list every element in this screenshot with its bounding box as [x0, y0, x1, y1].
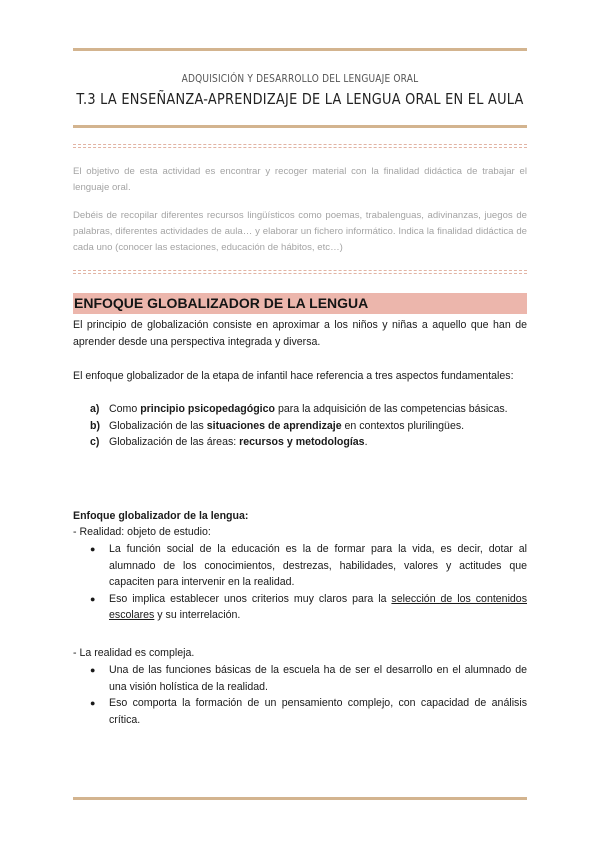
aspects-list [73, 401, 527, 451]
intro-paragraph-2: Debéis de recopilar diferentes recursos lingüísticos como poemas, trabalenguas, adivinanzas, juegos de palabras, diferentes actividades de aula… y elaborar un fichero informático. Indica la finalidad didáctica de cada uno (conocer las estaciones, educación de hábitos, etc…) [73, 210, 527, 253]
bold-term: principio psicopedagógico [140, 403, 275, 415]
list-item: ● Eso implica establecer unos criterios muy claros para la selección de los contenidos escolares y su interrelación. [90, 592, 527, 621]
top-rule [73, 48, 527, 51]
list-item: c) Globalización de las áreas: recursos y metodologías. [73, 434, 527, 451]
bold-term: recursos y metodologías [239, 436, 365, 448]
intro-top-divider [73, 144, 527, 145]
section-heading-text: ENFOQUE GLOBALIZADOR DE LA LENGUA [74, 295, 369, 311]
section-heading [73, 293, 527, 314]
reality-bullets [73, 541, 527, 624]
complexity-label: - La realidad es compleja. [73, 647, 195, 659]
list-item: a) Como principio psicopedagógico para la adquisición de las competencias básicas. [73, 401, 527, 418]
approach-paragraph: El enfoque globalizador de la etapa de infantil hace referencia a tres aspectos fundamentales: [73, 370, 514, 382]
item-label: b) [90, 419, 100, 432]
subheading: Enfoque globalizador de la lengua: [73, 510, 249, 522]
page-title: T.3 LA ENSEÑANZA-APRENDIZAJE DE LA LENGUA ORAL EN EL AULA [76, 90, 524, 108]
item-label: a) [90, 403, 100, 415]
intro-bottom-divider [73, 270, 527, 271]
list-item: b) Globalización de las situaciones de aprendizaje en contextos plurilingües. [73, 418, 527, 435]
reality-label: - Realidad: objeto de estudio: [73, 526, 211, 538]
bullet-icon: ● [90, 698, 96, 708]
intro-bottom-divider-2 [73, 273, 527, 274]
intro-paragraph-1: El objetivo de esta actividad es encontrar y recoger material con la finalidad didáctica de trabajar el lenguaje oral. [73, 166, 527, 193]
underlined-term: selección de los contenidos escolares [109, 592, 527, 621]
bullet-icon: ● [90, 593, 96, 604]
bottom-rule [73, 797, 527, 800]
list-item: ● Eso comporta la formación de un pensamiento complejo, con capacidad de análisis crítica. [90, 697, 527, 726]
header-subtitle: ADQUISICIÓN Y DESARROLLO DEL LENGUAJE ORAL [181, 73, 419, 85]
list-item: ● Una de las funciones básicas de la escuela ha de ser el desarrollo en el alumnado de una visión holística de la realidad. [90, 664, 527, 693]
intro-top-divider-2 [73, 147, 527, 148]
globalization-paragraph: El principio de globalización consiste en aproximar a los niños y niñas a aquello que han de aprender desde una perspectiva integrada y diversa. [73, 319, 527, 348]
bold-term: situaciones de aprendizaje [206, 419, 342, 432]
item-label: c) [90, 436, 100, 448]
header-rule [73, 125, 527, 128]
complexity-bullets [73, 662, 527, 728]
bullet-icon: ● [90, 665, 96, 675]
list-item: ● La función social de la educación es la de formar para la vida, es decir, dotar al alumnado de los conocimientos, destrezas, habilidades, valores y actitudes que capaciten para intervenir en la realidad. [90, 543, 527, 588]
bullet-icon: ● [90, 544, 96, 554]
